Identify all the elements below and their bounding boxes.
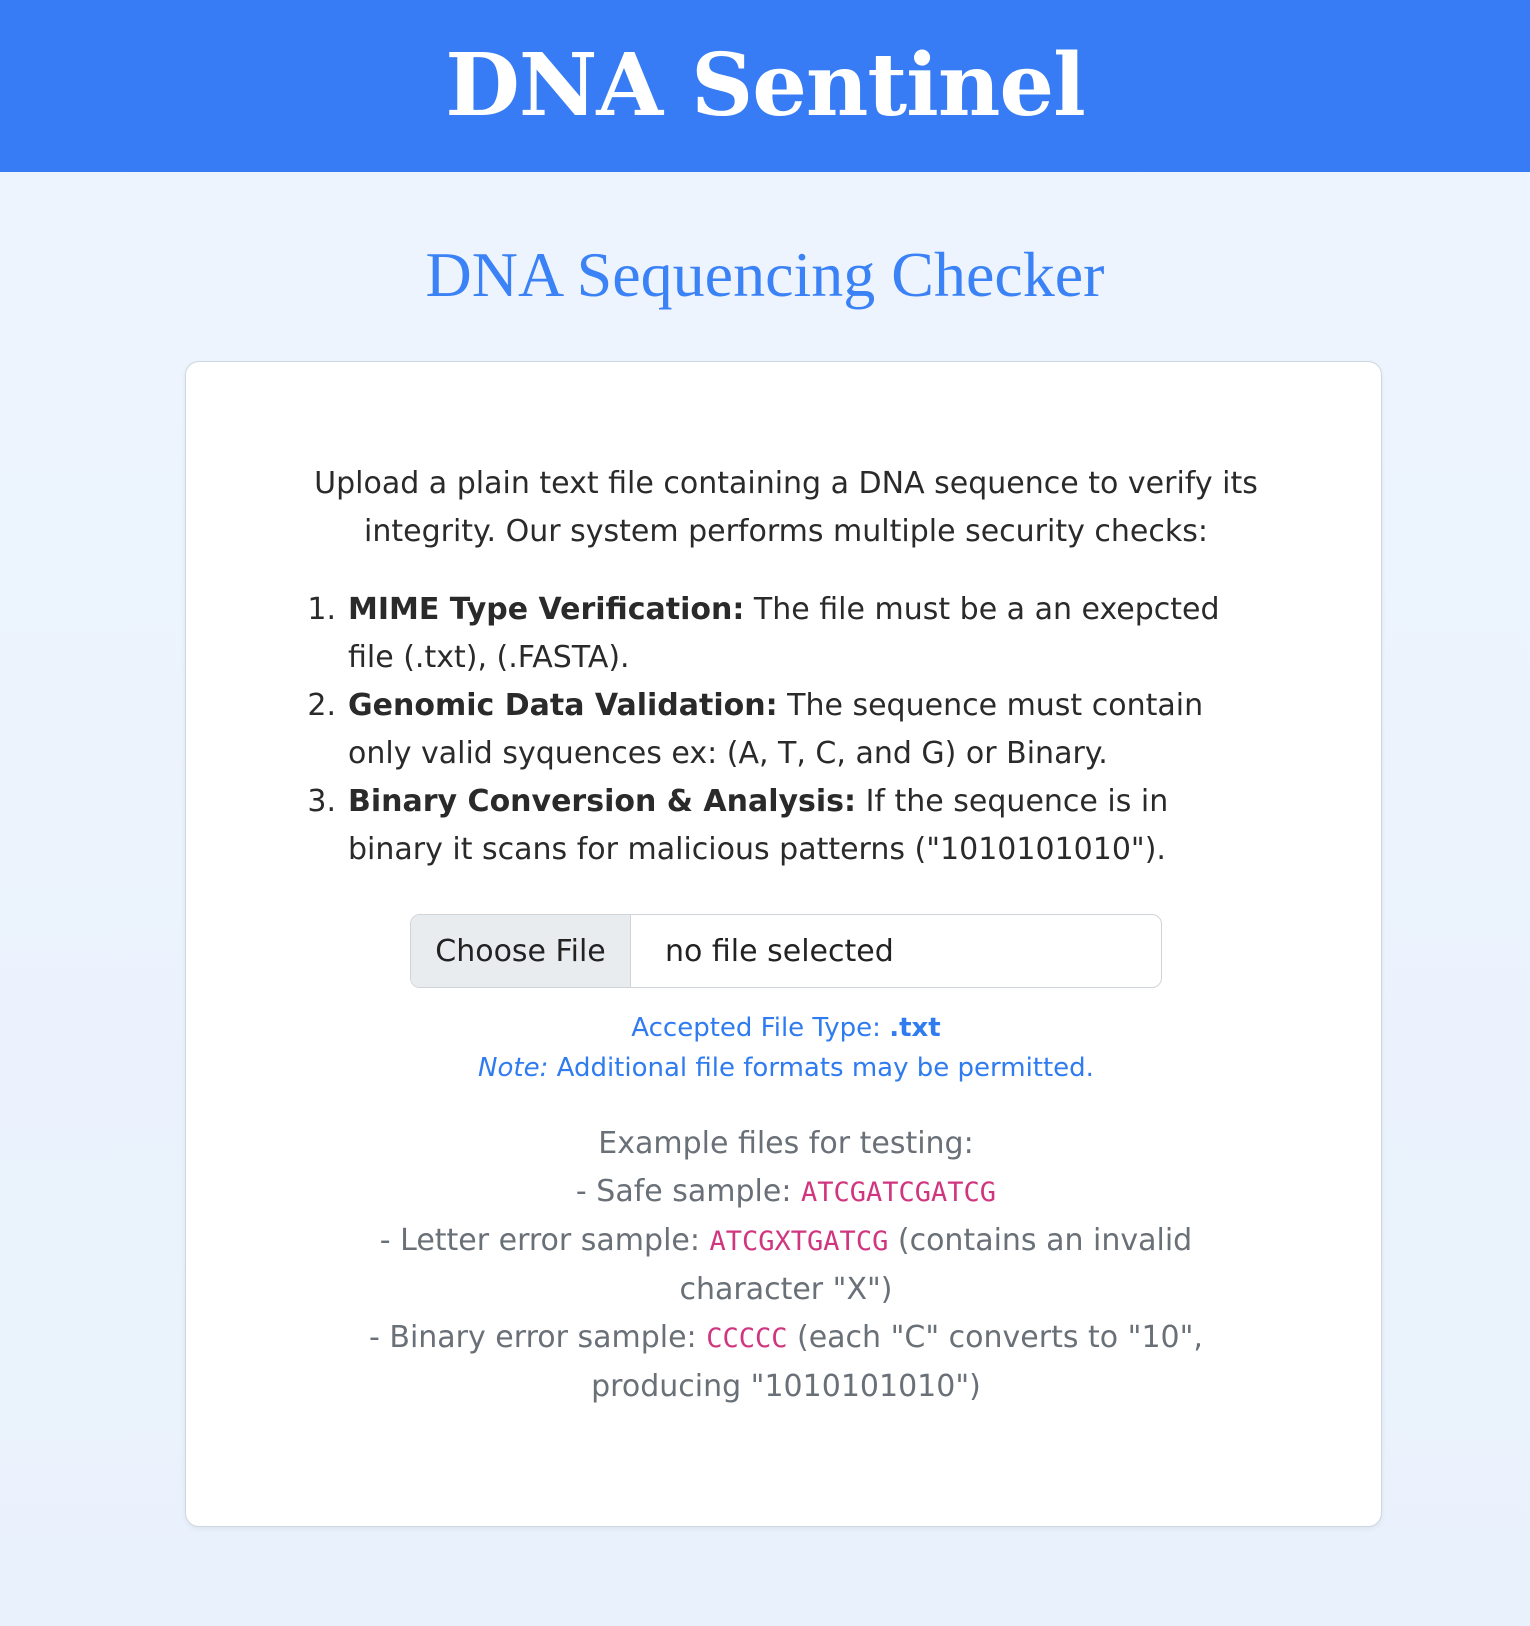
header-bar (0, 0, 1530, 172)
safe-sample-line (306, 1168, 1266, 1217)
card-content (306, 460, 1266, 1411)
page-title: DNA Sequencing Checker (425, 239, 1105, 310)
note-line (306, 1048, 1266, 1088)
examples-heading: Example files for testing: (598, 1126, 974, 1161)
check-number: 3. (307, 784, 336, 819)
accepted-type-line (306, 1008, 1266, 1048)
binary-error-note: (each "C" converts to "10", producing "1010101010") (591, 1320, 1203, 1404)
safe-sample-label: - Safe sample: (575, 1174, 801, 1209)
app-title: DNA Sentinel (445, 35, 1085, 136)
check-title: Genomic Data Validation: (348, 688, 778, 723)
accepted-type-label: Accepted File Type: (631, 1013, 890, 1043)
letter-error-note: (contains an invalid character "X") (679, 1223, 1193, 1307)
note-text: Additional file formats may be permitted. (548, 1053, 1094, 1083)
check-title: Binary Conversion & Analysis: (348, 784, 857, 819)
file-input[interactable] (410, 914, 1162, 988)
check-number: 1. (307, 592, 336, 627)
letter-error-line (306, 1217, 1266, 1314)
accepted-file-info (306, 1008, 1266, 1088)
binary-error-code: CCCCC (706, 1323, 788, 1354)
accepted-type-value: .txt (889, 1013, 941, 1043)
check-text: The file must be a an exepcted file (.txt), (.FASTA). (348, 592, 1220, 675)
letter-error-label: - Letter error sample: (379, 1223, 710, 1258)
check-item (306, 586, 1268, 682)
intro-text: Upload a plain text file containing a DNA sequence to verify its integrity. Our system performs multiple security checks: (314, 466, 1258, 549)
binary-error-label: - Binary error sample: (369, 1320, 707, 1355)
note-label: Note: (478, 1053, 549, 1083)
check-item (306, 682, 1268, 778)
check-title: MIME Type Verification: (348, 592, 745, 627)
choose-file-button[interactable]: Choose File (411, 915, 631, 987)
check-text: The sequence must contain only valid syquences ex: (A, T, C, and G) or Binary. (348, 688, 1204, 771)
checker-card (185, 361, 1382, 1527)
safe-sample-code: ATCGATCGATCG (800, 1177, 997, 1208)
checks-list (306, 586, 1266, 874)
check-item (306, 778, 1268, 874)
letter-error-code: ATCGXTGATCG (709, 1226, 889, 1257)
examples-section (306, 1120, 1266, 1411)
binary-error-line (306, 1314, 1266, 1411)
check-text: If the sequence is in binary it scans for malicious patterns ("1010101010"). (348, 784, 1169, 867)
file-status-text[interactable]: no file selected (665, 933, 894, 969)
check-number: 2. (307, 688, 336, 723)
